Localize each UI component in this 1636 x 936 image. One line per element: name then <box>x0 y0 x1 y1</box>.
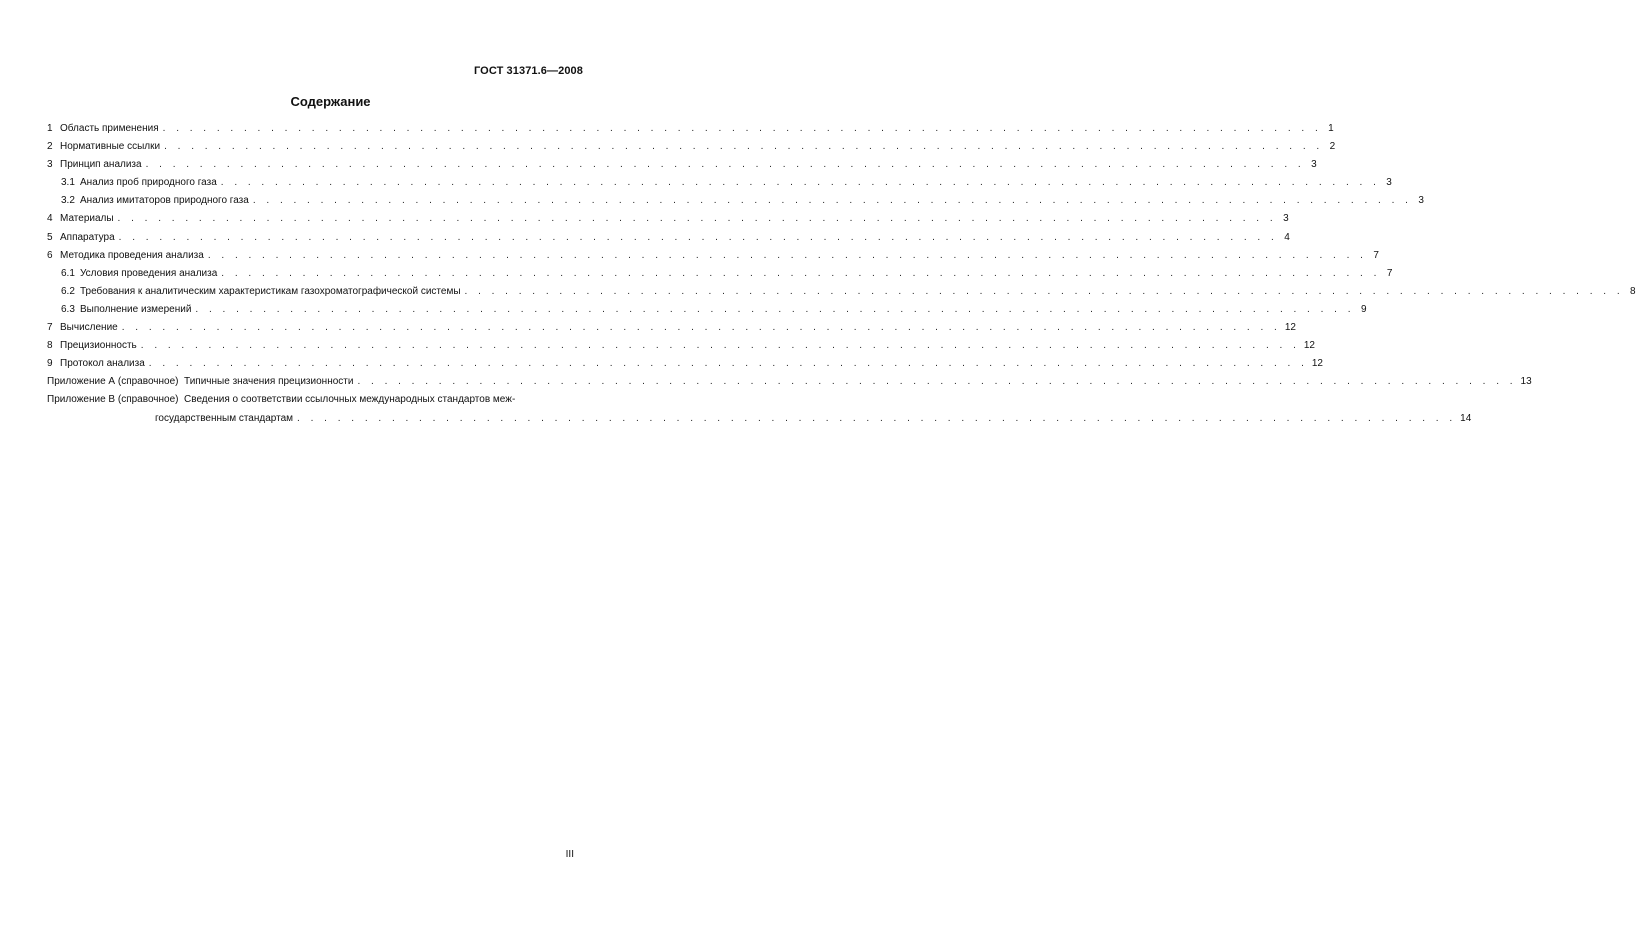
toc-leader-dots: . . . . . . . . . . . . . . . . . . . . . . . . . . . . . . . . . . . . . . . . . . . . . . . . . . . . . . . . . . . . . . . . . . . . . . . . . . . . . . . . . . . . . . <box>207 249 1367 261</box>
page-number: III <box>565 849 574 860</box>
toc-appendix-entry[interactable] <box>47 391 1472 427</box>
toc-entry-label: Анализ имитаторов природного газа <box>80 195 249 207</box>
toc-entry-number: 6.3 <box>61 303 75 315</box>
toc-entry[interactable] <box>47 138 1336 156</box>
toc-entry-page: 3 <box>1418 195 1424 207</box>
toc-entry-number: 5 <box>47 231 53 243</box>
toc-entry-page: 12 <box>1284 322 1296 334</box>
toc-title: Содержание <box>290 94 371 109</box>
toc-entry-label: Прецизионность <box>60 340 137 352</box>
toc-appendix-entry[interactable] <box>47 373 1532 391</box>
toc-entry-number: 2 <box>47 141 53 153</box>
toc-entry-label: Аппаратура <box>60 231 115 243</box>
toc-entry-page: 1 <box>1328 123 1334 134</box>
toc-leader-dots: . . . . . . . . . . . . . . . . . . . . . . . . . . . . . . . . . . . . . . . . . . . . . . . . . . . . . . . . . . . . . . . . . . . . . . . . . . . . . . . . . . . . . . <box>464 285 1624 297</box>
toc-entry[interactable] <box>47 120 1334 138</box>
document-code: ГОСТ 31371.6—2008 <box>473 65 583 77</box>
toc-entry-number: 4 <box>47 213 53 225</box>
toc-entry-page: 4 <box>1284 231 1290 243</box>
toc-entry-number: 8 <box>47 340 53 352</box>
toc-entry-label: Требования к аналитическим характеристикам газохроматографической системы <box>80 285 461 297</box>
toc-entry-number: 7 <box>47 322 53 334</box>
toc-entry-label: Область применения <box>60 123 159 134</box>
toc-entry[interactable] <box>47 265 1393 283</box>
toc-entry-label: Материалы <box>60 213 114 225</box>
toc-entry[interactable] <box>47 319 1296 337</box>
table-of-contents <box>47 120 1636 428</box>
toc-entry-label: Анализ проб природного газа <box>80 177 217 189</box>
toc-entry-number: 3 <box>47 159 53 171</box>
toc-entry-number: 6 <box>47 249 53 261</box>
toc-entry-label: Методика проведения анализа <box>60 249 204 261</box>
toc-entry[interactable] <box>47 210 1289 228</box>
toc-entry-label: Принцип анализа <box>60 159 142 171</box>
appendix-title-continued: государственным стандартам <box>155 412 294 424</box>
toc-entry-page: 7 <box>1386 267 1393 279</box>
toc-entry[interactable] <box>47 283 1636 301</box>
toc-entry-page: 8 <box>1630 285 1636 297</box>
toc-entry-number: 3.1 <box>61 177 75 189</box>
toc-leader-dots: . . . . . . . . . . . . . . . . . . . . . . . . . . . . . . . . . . . . . . . . . . . . . . . . . . . . . . . . . . . . . . . . . . . . . . . . . . . . . . . . . . . . . . <box>297 412 1457 424</box>
toc-entry-page: 13 <box>1520 376 1532 388</box>
appendix-prefix: Приложение В (справочное) <box>47 394 179 406</box>
toc-leader-dots: . . . . . . . . . . . . . . . . . . . . . . . . . . . . . . . . . . . . . . . . . . . . . . . . . . . . . . . . . . . . . . . . . . . . . . . . . . . . . . . . . . . . . . <box>118 231 1278 243</box>
toc-leader-dots: . . . . . . . . . . . . . . . . . . . . . . . . . . . . . . . . . . . . . . . . . . . . . . . . . . . . . . . . . . . . . . . . . . . . . . . . . . . . . . . . . . . . . . <box>162 123 1322 134</box>
toc-entry[interactable] <box>47 174 1392 192</box>
appendix-title: Типичные значения прецизионности <box>184 376 354 388</box>
toc-entry-page: 2 <box>1329 141 1336 153</box>
toc-leader-dots: . . . . . . . . . . . . . . . . . . . . . . . . . . . . . . . . . . . . . . . . . . . . . . . . . . . . . . . . . . . . . . . . . . . . . . . . . . . . . . . . . . . . . . <box>252 195 1412 207</box>
toc-entry-number: 6.2 <box>61 285 75 297</box>
toc-entry-page: 14 <box>1460 412 1472 424</box>
toc-entry-page: 3 <box>1311 159 1317 171</box>
toc-leader-dots: . . . . . . . . . . . . . . . . . . . . . . . . . . . . . . . . . . . . . . . . . . . . . . . . . . . . . . . . . . . . . . . . . . . . . . . . . . . . . . . . . . . . . . <box>357 376 1517 388</box>
toc-entry-label: Выполнение измерений <box>80 303 192 315</box>
toc-leader-dots: . . . . . . . . . . . . . . . . . . . . . . . . . . . . . . . . . . . . . . . . . . . . . . . . . . . . . . . . . . . . . . . . . . . . . . . . . . . . . . . . . . . . . . <box>221 267 1381 279</box>
toc-leader-dots: . . . . . . . . . . . . . . . . . . . . . . . . . . . . . . . . . . . . . . . . . . . . . . . . . . . . . . . . . . . . . . . . . . . . . . . . . . . . . . . . . . . . . . <box>195 303 1355 315</box>
toc-entry-page: 12 <box>1303 340 1315 352</box>
toc-entry[interactable] <box>47 247 1379 265</box>
toc-entry-number: 3.2 <box>61 195 75 207</box>
toc-entry[interactable] <box>47 355 1323 373</box>
toc-entry[interactable] <box>47 192 1424 210</box>
toc-leader-dots: . . . . . . . . . . . . . . . . . . . . . . . . . . . . . . . . . . . . . . . . . . . . . . . . . . . . . . . . . . . . . . . . . . . . . . . . . . . . . . . . . . . . . . <box>164 141 1324 153</box>
appendix-prefix: Приложение А (справочное) <box>47 376 179 388</box>
toc-entry[interactable] <box>47 156 1317 174</box>
toc-entry-number: 9 <box>47 358 53 370</box>
toc-entry-number: 6.1 <box>61 267 75 279</box>
toc-entry-label: Протокол анализа <box>60 358 145 370</box>
toc-leader-dots: . . . . . . . . . . . . . . . . . . . . . . . . . . . . . . . . . . . . . . . . . . . . . . . . . . . . . . . . . . . . . . . . . . . . . . . . . . . . . . . . . . . . . . <box>121 322 1281 334</box>
toc-entry[interactable] <box>47 301 1367 319</box>
toc-leader-dots: . . . . . . . . . . . . . . . . . . . . . . . . . . . . . . . . . . . . . . . . . . . . . . . . . . . . . . . . . . . . . . . . . . . . . . . . . . . . . . . . . . . . . . <box>145 159 1305 171</box>
toc-leader-dots: . . . . . . . . . . . . . . . . . . . . . . . . . . . . . . . . . . . . . . . . . . . . . . . . . . . . . . . . . . . . . . . . . . . . . . . . . . . . . . . . . . . . . . <box>220 177 1380 189</box>
toc-entry-page: 3 <box>1283 213 1289 225</box>
toc-entry-page: 12 <box>1311 358 1323 370</box>
toc-entry-number: 1 <box>47 123 53 134</box>
toc-leader-dots: . . . . . . . . . . . . . . . . . . . . . . . . . . . . . . . . . . . . . . . . . . . . . . . . . . . . . . . . . . . . . . . . . . . . . . . . . . . . . . . . . . . . . . <box>140 340 1300 352</box>
toc-entry[interactable] <box>47 229 1290 247</box>
toc-entry-page: 3 <box>1386 177 1392 189</box>
toc-entry-label: Условия проведения анализа <box>80 267 218 279</box>
toc-entry-page: 7 <box>1373 249 1379 261</box>
toc-entry-label: Вычисление <box>60 322 118 334</box>
toc-entry[interactable] <box>47 337 1315 355</box>
appendix-title: Сведения о соответствии ссылочных международных стандартов меж- <box>184 394 516 406</box>
toc-entry-label: Нормативные ссылки <box>60 141 161 153</box>
toc-leader-dots: . . . . . . . . . . . . . . . . . . . . . . . . . . . . . . . . . . . . . . . . . . . . . . . . . . . . . . . . . . . . . . . . . . . . . . . . . . . . . . . . . . . . . . <box>117 213 1277 225</box>
toc-leader-dots: . . . . . . . . . . . . . . . . . . . . . . . . . . . . . . . . . . . . . . . . . . . . . . . . . . . . . . . . . . . . . . . . . . . . . . . . . . . . . . . . . . . . . . <box>148 358 1308 370</box>
toc-entry-page: 9 <box>1360 303 1367 315</box>
